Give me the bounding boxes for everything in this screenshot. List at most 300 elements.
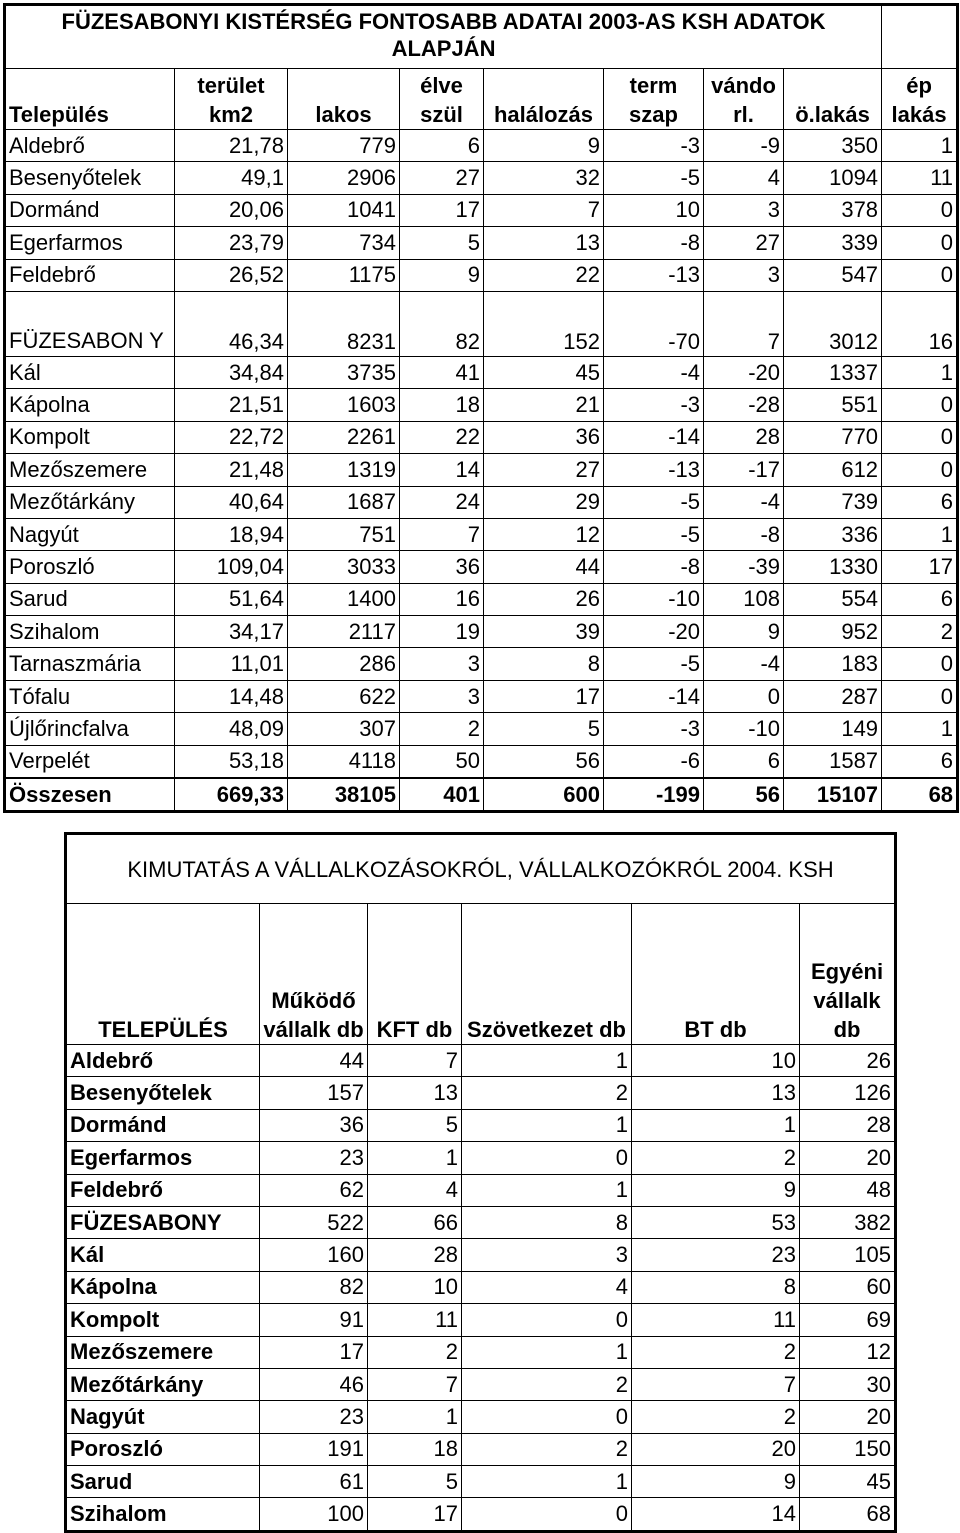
table-row (66, 1466, 896, 1498)
settlement-name: Kompolt (66, 1304, 260, 1336)
table-cell: 622 (288, 680, 400, 712)
table-cell: 24 (400, 486, 484, 518)
table-cell: 3 (400, 680, 484, 712)
table-cell: 1 (368, 1401, 462, 1433)
table-cell: 8 (632, 1271, 800, 1303)
table-cell: 1 (632, 1109, 800, 1141)
table-cell: 2 (462, 1368, 632, 1400)
table-cell: 10 (368, 1271, 462, 1303)
table-cell: 34,84 (175, 356, 288, 388)
table-row (66, 1271, 896, 1303)
table-cell: -9 (704, 130, 784, 162)
table-cell: 1587 (784, 745, 882, 778)
table-row (5, 486, 958, 518)
table-cell: 522 (260, 1206, 368, 1238)
table-cell: 1041 (288, 194, 400, 226)
table-cell: 32 (484, 162, 604, 194)
settlement-name: Feldebrő (66, 1174, 260, 1206)
table-row (5, 583, 958, 615)
table-cell: 48 (800, 1174, 896, 1206)
settlement-name: Szihalom (66, 1498, 260, 1531)
table-row (66, 1336, 896, 1368)
table-cell: 307 (288, 713, 400, 745)
column-header: BT db (632, 904, 800, 1045)
table-cell: 1 (368, 1142, 462, 1174)
settlement-name: Mezőtárkány (66, 1368, 260, 1400)
table-cell: 17 (484, 680, 604, 712)
settlement-name: Besenyőtelek (5, 162, 175, 194)
table-row (5, 454, 958, 486)
table-cell: 36 (400, 551, 484, 583)
table-cell: 53,18 (175, 745, 288, 778)
table-cell: 27 (704, 227, 784, 259)
table-cell: 1603 (288, 389, 400, 421)
table-cell: 286 (288, 648, 400, 680)
table-cell: 14 (632, 1498, 800, 1531)
table-cell: -3 (604, 389, 704, 421)
settlement-name: Kápolna (66, 1271, 260, 1303)
table-cell: 378 (784, 194, 882, 226)
column-header: TELEPÜLÉS (66, 904, 260, 1045)
table-cell: 160 (260, 1239, 368, 1271)
table-cell: 734 (288, 227, 400, 259)
table-cell: 44 (260, 1045, 368, 1077)
settlement-name: Besenyőtelek (66, 1077, 260, 1109)
table-cell: 27 (484, 454, 604, 486)
table-cell: 27 (400, 162, 484, 194)
table-cell: 1319 (288, 454, 400, 486)
total-cell: 15107 (784, 778, 882, 812)
settlement-name: Aldebrő (66, 1045, 260, 1077)
table-cell: 49,1 (175, 162, 288, 194)
table-cell: 1687 (288, 486, 400, 518)
table-cell: 11,01 (175, 648, 288, 680)
table-cell: 1400 (288, 583, 400, 615)
table-cell: 0 (882, 389, 958, 421)
column-header: Működő vállalk db (260, 904, 368, 1045)
settlement-name: Feldebrő (5, 259, 175, 291)
table-cell: 336 (784, 518, 882, 550)
table-cell: -17 (704, 454, 784, 486)
table-cell: 1175 (288, 259, 400, 291)
table-cell: 1330 (784, 551, 882, 583)
table-cell: -4 (604, 356, 704, 388)
table-cell: 0 (462, 1401, 632, 1433)
table-cell: 7 (368, 1045, 462, 1077)
table-cell: 22,72 (175, 421, 288, 453)
table-cell: -3 (604, 130, 704, 162)
table-cell: 60 (800, 1271, 896, 1303)
table-cell: 22 (400, 421, 484, 453)
table-row (66, 1368, 896, 1400)
settlement-name: Nagyút (66, 1401, 260, 1433)
column-header: Település (5, 69, 175, 130)
table-cell: 7 (484, 194, 604, 226)
settlement-name: Mezőtárkány (5, 486, 175, 518)
table-cell: 91 (260, 1304, 368, 1336)
table-cell: 108 (704, 583, 784, 615)
table-cell: 3 (704, 194, 784, 226)
total-cell: 56 (704, 778, 784, 812)
table-cell: 3 (704, 259, 784, 291)
settlement-name: Poroszló (5, 551, 175, 583)
table-cell: 34,17 (175, 616, 288, 648)
table-cell: 739 (784, 486, 882, 518)
settlement-name: Mezőszemere (5, 454, 175, 486)
table-cell: 23 (632, 1239, 800, 1271)
table-cell: 8231 (288, 291, 400, 356)
settlement-name: FÜZESABON Y (5, 291, 175, 356)
table-cell: 16 (882, 291, 958, 356)
settlement-name: FÜZESABONY (66, 1206, 260, 1238)
table-cell: 28 (368, 1239, 462, 1271)
table-cell: 28 (704, 421, 784, 453)
table-cell: 23 (260, 1142, 368, 1174)
table-cell: 41 (400, 356, 484, 388)
table-cell: -5 (604, 518, 704, 550)
table-cell: 5 (368, 1466, 462, 1498)
column-header: ö.lakás (784, 69, 882, 130)
table-cell: 36 (260, 1109, 368, 1141)
table-cell: 21,48 (175, 454, 288, 486)
table-cell: 0 (882, 259, 958, 291)
table-cell: 2 (400, 713, 484, 745)
table-cell: 105 (800, 1239, 896, 1271)
table-cell: 61 (260, 1466, 368, 1498)
table-cell: 4 (462, 1271, 632, 1303)
table-cell: 6 (882, 486, 958, 518)
table-row (5, 356, 958, 388)
table-cell: 10 (632, 1045, 800, 1077)
settlement-name: Sarud (5, 583, 175, 615)
table-cell: 13 (368, 1077, 462, 1109)
table-cell: 20 (800, 1142, 896, 1174)
table-row (66, 1142, 896, 1174)
settlement-name: Poroszló (66, 1433, 260, 1465)
table-cell: 382 (800, 1206, 896, 1238)
table-cell: 0 (882, 194, 958, 226)
table-cell: 547 (784, 259, 882, 291)
table-cell: 28 (800, 1109, 896, 1141)
settlement-name: Sarud (66, 1466, 260, 1498)
table-row (5, 713, 958, 745)
settlement-name: Tarnaszmária (5, 648, 175, 680)
table-cell: 48,09 (175, 713, 288, 745)
table-cell: 45 (800, 1466, 896, 1498)
table-cell: 12 (800, 1336, 896, 1368)
table-cell: -8 (604, 227, 704, 259)
settlement-name: Dormánd (66, 1109, 260, 1141)
table-cell: 44 (484, 551, 604, 583)
settlement-name: Egerfarmos (66, 1142, 260, 1174)
table-row (5, 616, 958, 648)
table-cell: -8 (604, 551, 704, 583)
table-cell: -6 (604, 745, 704, 778)
settlement-name: Kompolt (5, 421, 175, 453)
table-cell: 9 (632, 1466, 800, 1498)
table-cell: 2117 (288, 616, 400, 648)
table-cell: 45 (484, 356, 604, 388)
table-cell: 68 (800, 1498, 896, 1531)
table-cell: -13 (604, 454, 704, 486)
settlement-name: Kál (5, 356, 175, 388)
table-cell: 6 (400, 130, 484, 162)
table-cell: 779 (288, 130, 400, 162)
table-cell: 0 (882, 454, 958, 486)
table-cell: 30 (800, 1368, 896, 1400)
table-cell: 2 (882, 616, 958, 648)
table-cell: 551 (784, 389, 882, 421)
table-cell: 7 (632, 1368, 800, 1400)
table-cell: 770 (784, 421, 882, 453)
table-cell: 2 (462, 1077, 632, 1109)
table-cell: 126 (800, 1077, 896, 1109)
total-cell: -199 (604, 778, 704, 812)
table-cell: 11 (882, 162, 958, 194)
table-cell: 17 (260, 1336, 368, 1368)
table-row (5, 130, 958, 162)
table-cell: 2 (368, 1336, 462, 1368)
settlement-name: Nagyút (5, 518, 175, 550)
column-header: élve szül (400, 69, 484, 130)
table-row (5, 518, 958, 550)
table-cell: -5 (604, 486, 704, 518)
total-cell: 401 (400, 778, 484, 812)
table-cell: 16 (400, 583, 484, 615)
table-cell: 8 (462, 1206, 632, 1238)
table-cell: 109,04 (175, 551, 288, 583)
table-cell: -14 (604, 680, 704, 712)
table-cell: 1 (462, 1109, 632, 1141)
table-cell: 82 (400, 291, 484, 356)
column-header: lakos (288, 69, 400, 130)
table-cell: 5 (368, 1109, 462, 1141)
table-cell: 17 (882, 551, 958, 583)
column-header: KFT db (368, 904, 462, 1045)
column-header: Szövetkezet db (462, 904, 632, 1045)
table-cell: 26 (800, 1045, 896, 1077)
total-cell: 600 (484, 778, 604, 812)
table-row (66, 1304, 896, 1336)
table-cell: -20 (604, 616, 704, 648)
table-cell: 19 (400, 616, 484, 648)
table-row (5, 162, 958, 194)
column-header: ép lakás (882, 69, 958, 130)
table-cell: 1 (882, 356, 958, 388)
table-cell: -14 (604, 421, 704, 453)
column-header: vándo rl. (704, 69, 784, 130)
table-cell: -4 (704, 648, 784, 680)
table-cell: 0 (882, 648, 958, 680)
settlement-name: Kál (66, 1239, 260, 1271)
settlement-name: Tófalu (5, 680, 175, 712)
table-cell: 51,64 (175, 583, 288, 615)
table-row (66, 1498, 896, 1531)
table-cell: 339 (784, 227, 882, 259)
table-cell: 0 (704, 680, 784, 712)
table-cell: 1337 (784, 356, 882, 388)
table-row (5, 680, 958, 712)
total-label: Összesen (5, 778, 175, 812)
table-cell: 23 (260, 1401, 368, 1433)
table-cell: 66 (368, 1206, 462, 1238)
table-cell: 46,34 (175, 291, 288, 356)
table-cell: 3 (462, 1239, 632, 1271)
column-header: Egyéni vállalk db (800, 904, 896, 1045)
table-cell: -8 (704, 518, 784, 550)
table-cell: 26 (484, 583, 604, 615)
table-row (5, 551, 958, 583)
column-header: term szap (604, 69, 704, 130)
table-row (5, 421, 958, 453)
table-cell: 3735 (288, 356, 400, 388)
table-row (66, 1206, 896, 1238)
table-cell: 82 (260, 1271, 368, 1303)
table-cell: 350 (784, 130, 882, 162)
table-cell: 39 (484, 616, 604, 648)
table-cell: 56 (484, 745, 604, 778)
table-cell: 20,06 (175, 194, 288, 226)
table-cell: 53 (632, 1206, 800, 1238)
table-cell: 2906 (288, 162, 400, 194)
table-cell: 9 (484, 130, 604, 162)
table-cell: 6 (704, 745, 784, 778)
table-cell: 150 (800, 1433, 896, 1465)
total-row (5, 778, 958, 812)
table-cell: 17 (368, 1498, 462, 1531)
table-cell: 4 (704, 162, 784, 194)
table-cell: 21,51 (175, 389, 288, 421)
table-cell: 952 (784, 616, 882, 648)
table-cell: 100 (260, 1498, 368, 1531)
table-cell: 9 (704, 616, 784, 648)
table-row (66, 1045, 896, 1077)
table-cell: 0 (882, 421, 958, 453)
table-cell: 23,79 (175, 227, 288, 259)
table-cell: 5 (400, 227, 484, 259)
table-row (5, 259, 958, 291)
settlement-name: Egerfarmos (5, 227, 175, 259)
table-cell: 6 (882, 583, 958, 615)
table-cell: 9 (632, 1174, 800, 1206)
table-row (5, 291, 958, 356)
table-cell: 554 (784, 583, 882, 615)
table-cell: 1 (462, 1336, 632, 1368)
table-cell: 21 (484, 389, 604, 421)
table-cell: 1094 (784, 162, 882, 194)
table-cell: 0 (462, 1498, 632, 1531)
table-cell: 5 (484, 713, 604, 745)
table-cell: -13 (604, 259, 704, 291)
enterprise-report-table (64, 832, 897, 1533)
table1-title-blank-cell (882, 5, 958, 69)
table-row (5, 194, 958, 226)
table-cell: 18 (368, 1433, 462, 1465)
table-cell: 29 (484, 486, 604, 518)
table-cell: 2 (462, 1433, 632, 1465)
table-cell: 13 (484, 227, 604, 259)
table-cell: -4 (704, 486, 784, 518)
table-cell: 152 (484, 291, 604, 356)
table-cell: 22 (484, 259, 604, 291)
table-cell: 11 (368, 1304, 462, 1336)
table-cell: 7 (368, 1368, 462, 1400)
table-cell: -3 (604, 713, 704, 745)
table-cell: 3012 (784, 291, 882, 356)
table-cell: 612 (784, 454, 882, 486)
settlement-name: Dormánd (5, 194, 175, 226)
table2-title: KIMUTATÁS A VÁLLALKOZÁSOKRÓL, VÁLLALKOZÓKRÓL 2004. KSH (66, 834, 896, 904)
table-cell: 40,64 (175, 486, 288, 518)
table-cell: 3 (400, 648, 484, 680)
table-row (66, 1077, 896, 1109)
table-row (66, 1239, 896, 1271)
table-cell: -5 (604, 162, 704, 194)
table-cell: 62 (260, 1174, 368, 1206)
column-header: halálozás (484, 69, 604, 130)
table-cell: 4 (368, 1174, 462, 1206)
table-cell: 0 (462, 1142, 632, 1174)
table-cell: -10 (704, 713, 784, 745)
table-cell: 0 (882, 227, 958, 259)
table-cell: 1 (462, 1174, 632, 1206)
table-cell: 46 (260, 1368, 368, 1400)
total-cell: 669,33 (175, 778, 288, 812)
table-cell: 12 (484, 518, 604, 550)
table-row (66, 1174, 896, 1206)
table-row (66, 1109, 896, 1141)
table-cell: 1 (882, 130, 958, 162)
table-cell: -39 (704, 551, 784, 583)
settlement-name: Verpelét (5, 745, 175, 778)
table-row (5, 389, 958, 421)
table-cell: -5 (604, 648, 704, 680)
table-row (5, 227, 958, 259)
table-cell: 17 (400, 194, 484, 226)
table-cell: 2 (632, 1142, 800, 1174)
table-cell: 20 (800, 1401, 896, 1433)
table-cell: 13 (632, 1077, 800, 1109)
table-cell: 9 (400, 259, 484, 291)
total-cell: 38105 (288, 778, 400, 812)
table-cell: -28 (704, 389, 784, 421)
table-cell: 287 (784, 680, 882, 712)
table-cell: 7 (400, 518, 484, 550)
table-cell: 20 (632, 1433, 800, 1465)
settlement-name: Aldebrő (5, 130, 175, 162)
table-cell: 149 (784, 713, 882, 745)
table-cell: 36 (484, 421, 604, 453)
table-cell: 0 (462, 1304, 632, 1336)
settlement-name: Szihalom (5, 616, 175, 648)
table-cell: 7 (704, 291, 784, 356)
table-cell: 11 (632, 1304, 800, 1336)
table-row (66, 1401, 896, 1433)
column-header: terület km2 (175, 69, 288, 130)
table-cell: 50 (400, 745, 484, 778)
table-cell: -20 (704, 356, 784, 388)
table-cell: 1 (882, 518, 958, 550)
table-cell: 191 (260, 1433, 368, 1465)
settlement-statistics-table (3, 3, 959, 813)
table-cell: -70 (604, 291, 704, 356)
table-row (5, 745, 958, 778)
table-cell: 2261 (288, 421, 400, 453)
table-row (5, 648, 958, 680)
settlement-name: Újlőrincfalva (5, 713, 175, 745)
table-cell: 26,52 (175, 259, 288, 291)
table-cell: 1 (462, 1466, 632, 1498)
